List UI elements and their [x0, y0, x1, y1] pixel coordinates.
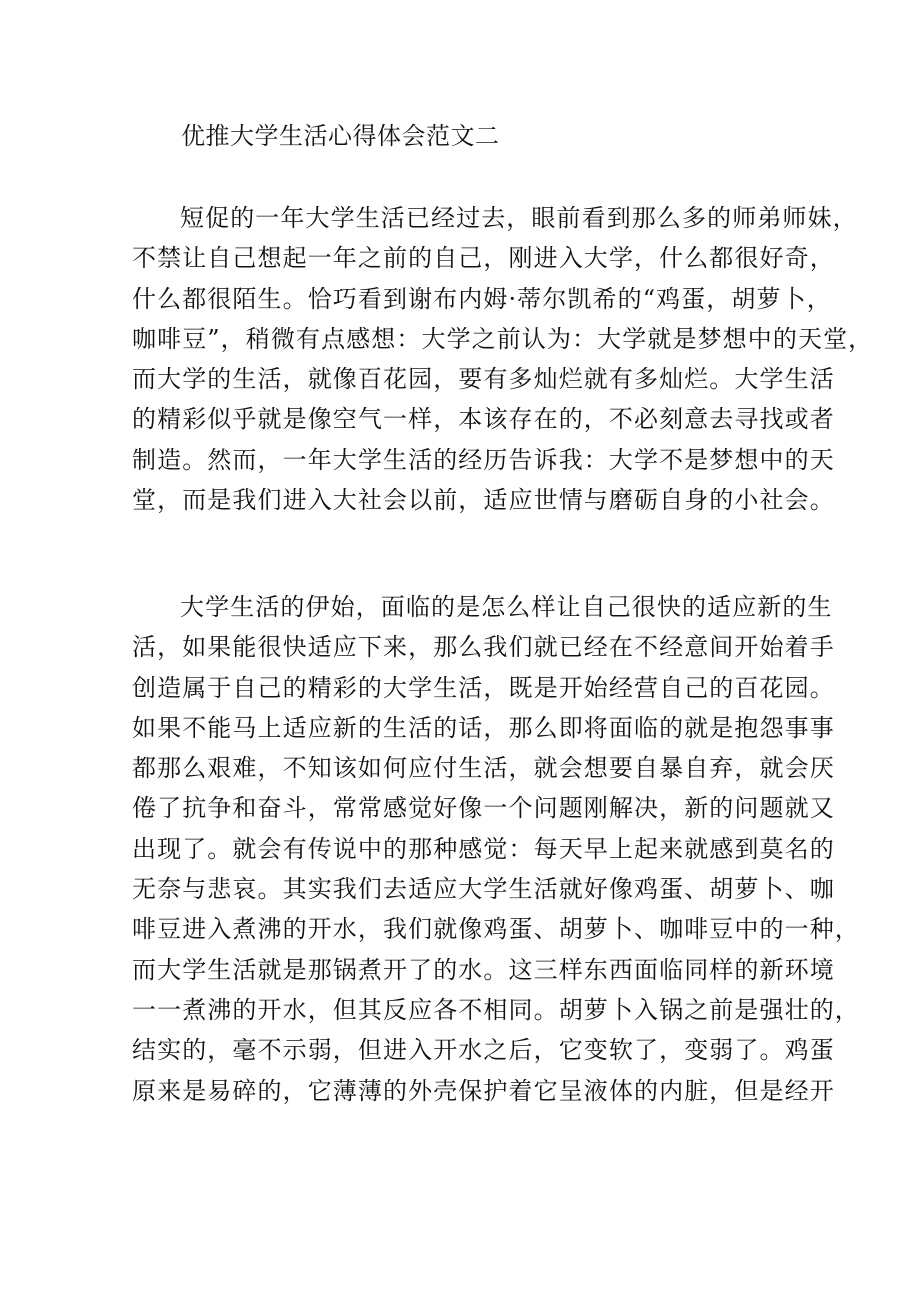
- paragraph-line: 无奈与悲哀。其实我们去适应大学生活就好像鸡蛋、胡萝卜、咖: [132, 875, 835, 904]
- paragraph-line: 如果不能马上适应新的生活的话，那么即将面临的就是抱怨事事: [132, 713, 835, 742]
- paragraph-2: [132, 587, 860, 1111]
- paragraph-line: 都那么艰难，不知该如何应付生活，就会想要自暴自弃，就会厌: [132, 754, 835, 783]
- paragraph-line: 创造属于自己的精彩的大学生活，既是开始经营自己的百花园。: [132, 673, 835, 702]
- paragraph-1: [132, 198, 874, 520]
- paragraph-line: 结实的，毫不示弱，但进入开水之后，它变软了，变弱了。鸡蛋: [132, 1036, 835, 1065]
- paragraph-line: 大学生活的伊始，面临的是怎么样让自己很快的适应新的生: [180, 593, 833, 621]
- paragraph-line: 一一煮沸的开水，但其反应各不相同。胡萝卜入锅之前是强壮的，: [132, 995, 860, 1024]
- paragraph-line: 活，如果能很快适应下来，那么我们就已经在不经意间开始着手: [132, 633, 835, 662]
- paragraph-line: 什么都很陌生。恰巧看到谢布内姆·蒂尔凯希的“鸡蛋，胡萝卜，: [132, 284, 832, 313]
- paragraph-line: 不禁让自己想起一年之前的自己，刚进入大学，什么都很好奇，: [132, 244, 835, 273]
- paragraph-line: 的精彩似乎就是像空气一样，本该存在的，不必刻意去寻找或者: [132, 405, 835, 434]
- paragraph-line: 堂，而是我们进入大社会以前，适应世情与磨砺自身的小社会。: [132, 486, 835, 515]
- paragraph-line: 而大学的生活，就像百花园，要有多灿烂就有多灿烂。大学生活: [132, 365, 835, 394]
- paragraph-line: 短促的一年大学生活已经过去，眼前看到那么多的师弟师妹，: [180, 204, 858, 232]
- paragraph-line: 制造。然而，一年大学生活的经历告诉我：大学不是梦想中的天: [132, 445, 835, 474]
- document-title: 优推大学生活心得体会范文二: [181, 122, 500, 150]
- paragraph-line: 出现了。就会有传说中的那种感觉：每天早上起来就感到莫名的: [132, 834, 835, 863]
- paragraph-line: 啡豆进入煮沸的开水，我们就像鸡蛋、胡萝卜、咖啡豆中的一种，: [132, 915, 860, 944]
- paragraph-line: 咖啡豆”，稍微有点感想：大学之前认为：大学就是梦想中的天堂，: [132, 324, 874, 353]
- paragraph-line: 倦了抗争和奋斗，常常感觉好像一个问题刚解决，新的问题就又: [132, 794, 835, 823]
- paragraph-line: 而大学生活就是那锅煮开了的水。这三样东西面临同样的新环境: [132, 955, 835, 984]
- paragraph-line: 原来是易碎的，它薄薄的外壳保护着它呈液体的内脏，但是经开: [132, 1076, 835, 1105]
